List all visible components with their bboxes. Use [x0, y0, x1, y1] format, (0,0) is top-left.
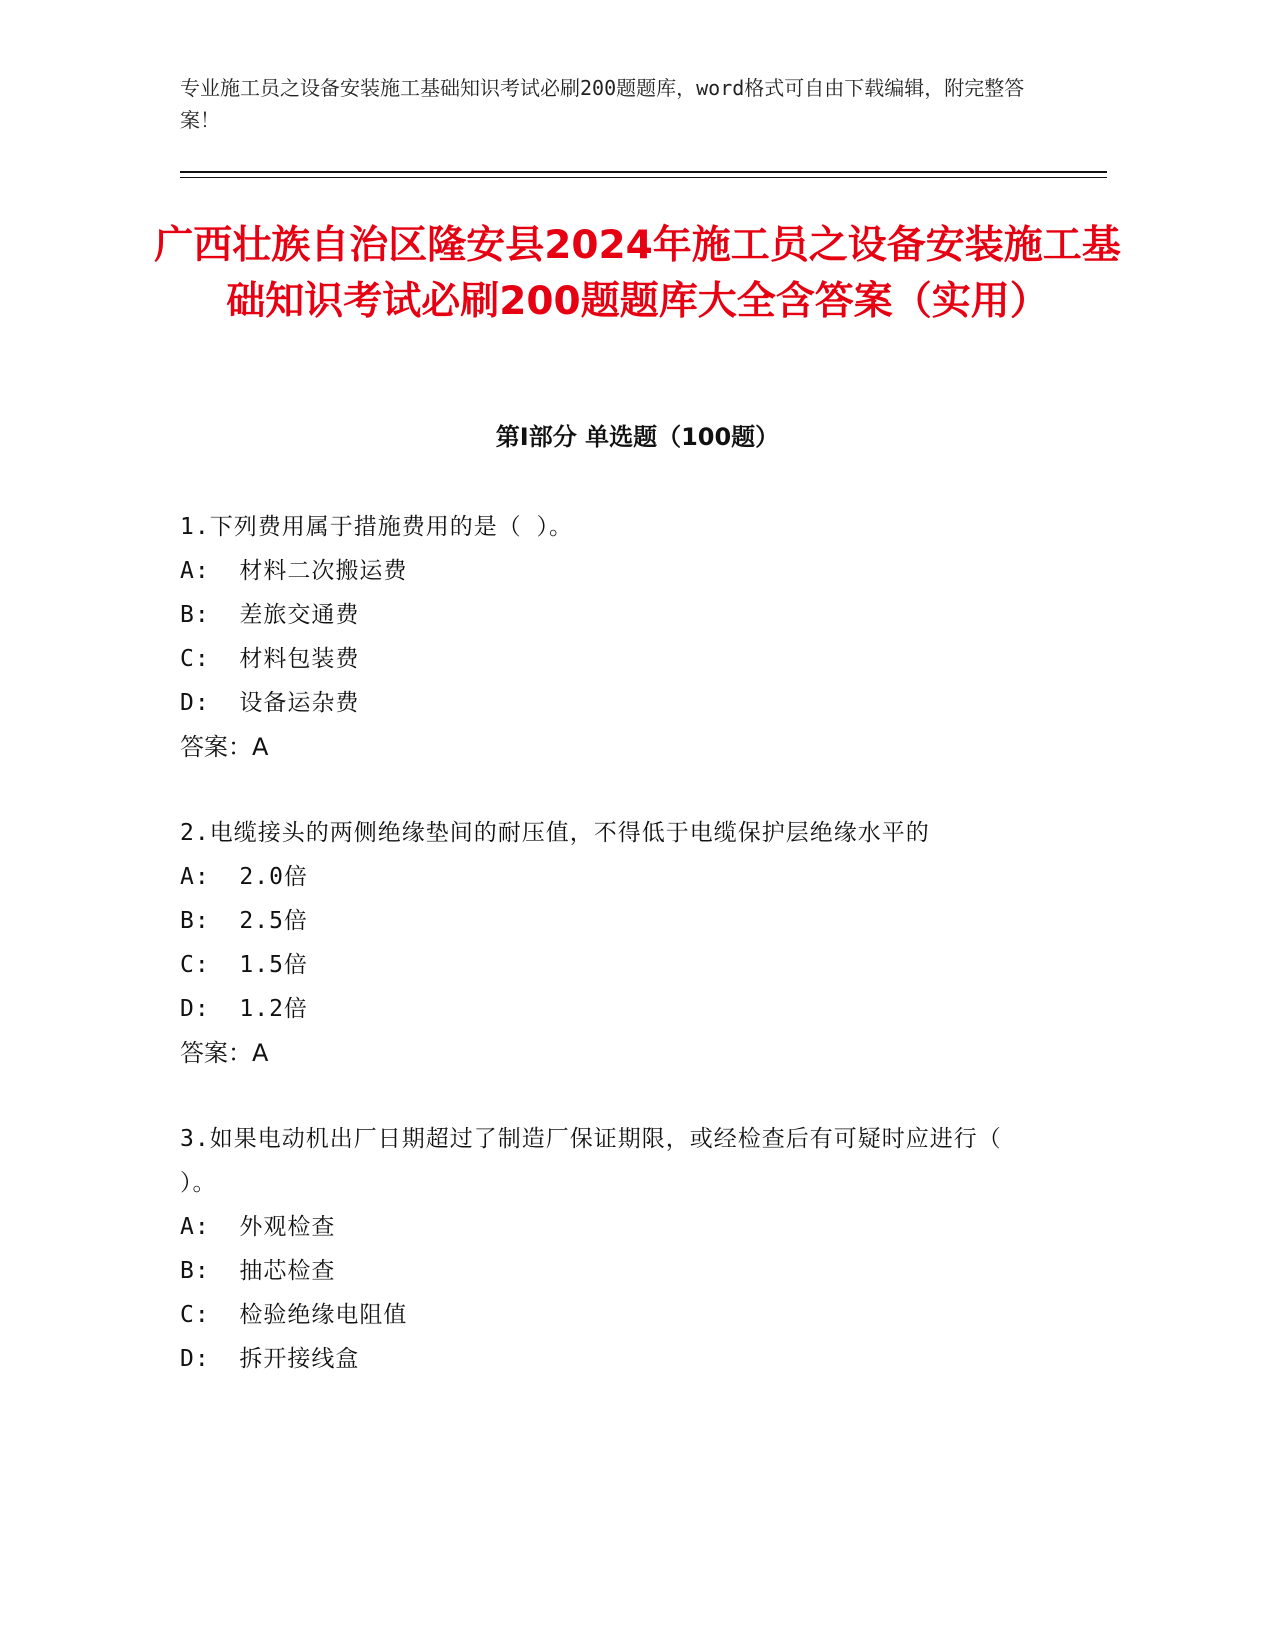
option-c: C: 检验绝缘电阻值 — [180, 1302, 408, 1328]
question-2 — [180, 811, 1030, 1075]
option-d: D: 设备运杂费 — [180, 690, 360, 716]
question-stem: 1.下列费用属于措施费用的是（ ）。 — [180, 514, 574, 540]
option-d: D: 1.2倍 — [180, 996, 308, 1022]
option-c: C: 1.5倍 — [180, 952, 308, 978]
answer: 答案：A — [180, 1039, 269, 1067]
option-b: B: 2.5倍 — [180, 908, 308, 934]
section-heading: 第I部分 单选题（100题） — [495, 423, 780, 451]
document-title: 广西壮族自治区隆安县2024年施工员之设备安装施工基础知识考试必刷200题题库大全含答案（实用） — [154, 223, 1121, 324]
question-stem: 3.如果电动机出厂日期超过了制造厂保证期限，或经检查后有可疑时应进行（ ）。 — [180, 1126, 1002, 1196]
option-c: C: 材料包装费 — [180, 646, 360, 672]
question-list — [180, 505, 1030, 1423]
header-rule-thick — [180, 171, 1107, 173]
answer: 答案：A — [180, 733, 269, 761]
option-a: A: 材料二次搬运费 — [180, 558, 408, 584]
option-a: A: 外观检查 — [180, 1214, 336, 1240]
question-stem: 2.电缆接头的两侧绝缘垫间的耐压值，不得低于电缆保护层绝缘水平的 — [180, 820, 930, 846]
header-note: 专业施工员之设备安装施工基础知识考试必刷200题题库，word格式可自由下载编辑，附完整答案！ — [180, 76, 1025, 132]
question-3 — [180, 1117, 1030, 1381]
option-a: A: 2.0倍 — [180, 864, 308, 890]
option-b: B: 抽芯检查 — [180, 1258, 336, 1284]
option-d: D: 拆开接线盒 — [180, 1346, 360, 1372]
question-1 — [180, 505, 1030, 769]
header-rule-thin — [180, 177, 1107, 178]
option-b: B: 差旅交通费 — [180, 602, 360, 628]
